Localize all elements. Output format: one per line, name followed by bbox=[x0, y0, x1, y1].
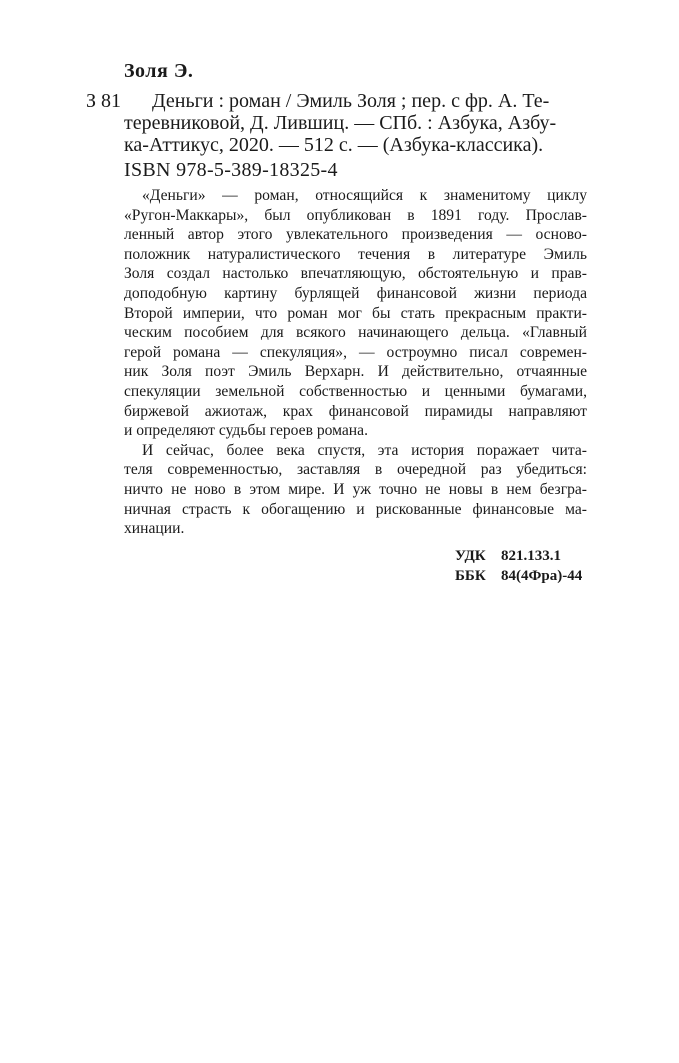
udc-label: УДК bbox=[455, 548, 486, 564]
author-mark: З 81 bbox=[86, 90, 122, 112]
annotation-line: положник натуралистического течения в литературе Эмиль bbox=[124, 245, 587, 263]
annotation-line: хинации. bbox=[124, 520, 185, 538]
author-heading: Золя Э. bbox=[124, 60, 194, 82]
annotation-line: и определяют судьбы героев романа. bbox=[124, 422, 368, 440]
annotation-line: спекуляции земельной собственностью и ценными бумагами, bbox=[124, 382, 587, 400]
bibliographic-description bbox=[124, 90, 582, 156]
annotation-line: ничная страсть к обогащению и рискованные финансовые ма- bbox=[124, 500, 587, 518]
isbn: ISBN 978-5-389-18325-4 bbox=[124, 159, 338, 181]
annotation-line: И сейчас, более века спустя, эта история поражает чита- bbox=[142, 441, 587, 459]
classification-indices bbox=[455, 546, 582, 586]
bibliographic-line: Деньги : роман / Эмиль Золя ; пер. с фр. А. Те- bbox=[152, 90, 550, 112]
annotation-line: Второй империи, что роман мог бы стать прекрасным практи- bbox=[124, 304, 587, 322]
bbk-value: 84(4Фра)-44 bbox=[501, 568, 583, 584]
annotation-line: герой романа — спекуляция», — остроумно писал современ- bbox=[124, 343, 587, 361]
annotation-line: Золя создал настолько впечатляющую, обстоятельную и прав- bbox=[124, 265, 587, 283]
annotation-line: ческим пособием для всякого начинающего дельца. «Главный bbox=[124, 324, 587, 342]
annotation-line: доподобную картину бурлящей финансовой жизни периода bbox=[124, 284, 587, 302]
annotation-line: ник Золя поэт Эмиль Верхарн. И действительно, отчаянные bbox=[124, 363, 587, 381]
bibliographic-line: теревниковой, Д. Лившиц. — СПб. : Азбука, Азбу- bbox=[124, 112, 557, 134]
annotation-line: ничто не ново в этом мире. И уж точно не новы в нем безгра- bbox=[124, 480, 587, 498]
annotation-line: ленный автор этого увлекательного произведения — осново- bbox=[124, 226, 587, 244]
annotation bbox=[124, 186, 587, 539]
udc-value: 821.133.1 bbox=[501, 548, 561, 564]
bbk-label: ББК bbox=[455, 568, 486, 584]
bbk-row bbox=[455, 566, 582, 586]
bibliographic-line: ка-Аттикус, 2020. — 512 с. — (Азбука-классика). bbox=[124, 134, 544, 156]
annotation-line: теля современностью, заставляя в очередной раз убедиться: bbox=[124, 461, 587, 479]
annotation-line: «Деньги» — роман, относящийся к знаменитому циклу bbox=[142, 187, 587, 204]
annotation-line: биржевой ажиотаж, крах финансовой пирамиды направляют bbox=[124, 402, 587, 420]
udc-row bbox=[455, 546, 582, 566]
annotation-line: «Ругон-Маккары», был опубликован в 1891 году. Прослав- bbox=[124, 206, 587, 224]
